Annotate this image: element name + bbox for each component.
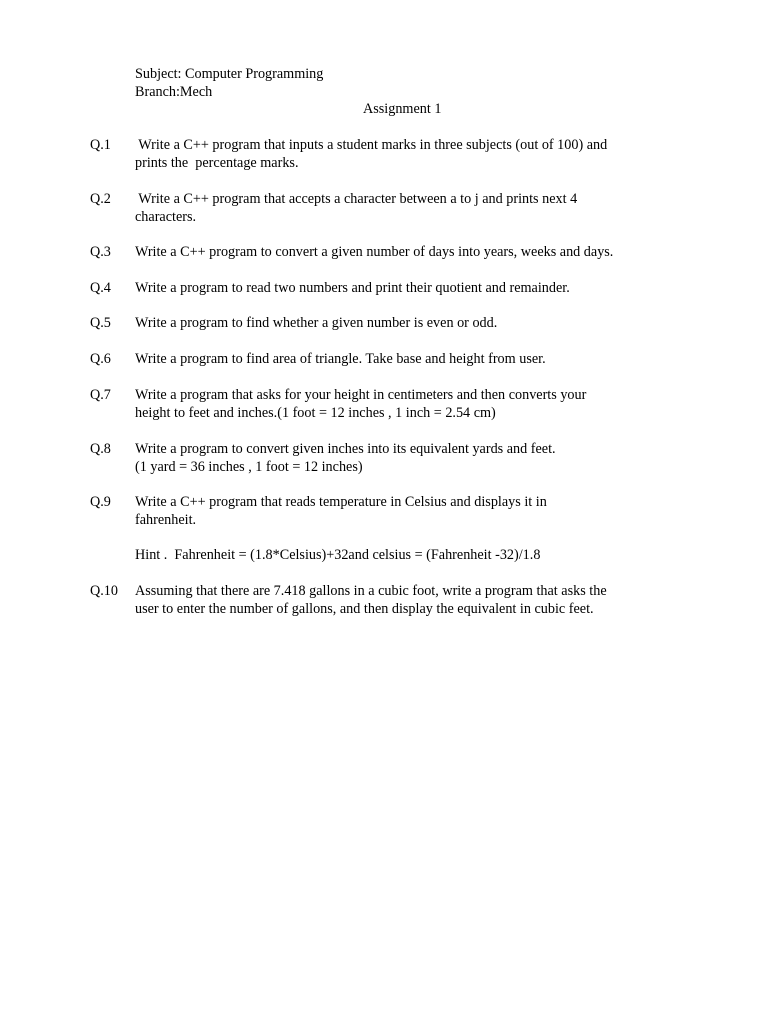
question-line: Write a program to read two numbers and print their quotient and remainder. [135,280,570,296]
question-number: Q.8 [90,441,111,457]
question-line: Write a program to find area of triangle. Take base and height from user. [135,351,546,367]
subject-line: Subject: Computer Programming [135,66,324,82]
question-line: prints the percentage marks. [135,155,299,171]
question-number: Q.6 [90,351,111,367]
question-line: characters. [135,209,197,225]
question-line: Write a C++ program to convert a given number of days into years, weeks and days. [135,244,614,260]
question-text [135,190,695,226]
question-text [135,136,695,172]
question-line: height to feet and inches.(1 foot = 12 inches , 1 inch = 2.54 cm) [135,405,496,421]
question-number: Q.4 [90,280,111,296]
question-text [135,582,695,618]
question-text [135,243,695,261]
hint-line: Hint . Fahrenheit = (1.8*Celsius)+32and celsius = (Fahrenheit -32)/1.8 [135,547,541,563]
question-number: Q.2 [90,191,111,207]
question-text [135,386,695,422]
question-line: Write a program to find whether a given number is even or odd. [135,315,498,331]
question-line: Write a C++ program that accepts a character between a to j and prints next 4 [135,191,578,207]
question-number: Q.7 [90,387,111,403]
question-line: fahrenheit. [135,512,197,528]
assignment-title: Assignment 1 [363,101,442,117]
question-text [135,279,695,297]
question-number: Q.9 [90,494,111,510]
branch-line: Branch:Mech [135,84,213,100]
question-number: Q.3 [90,244,111,260]
question-number: Q.10 [90,583,118,599]
question-text [135,493,695,529]
question-line: Assuming that there are 7.418 gallons in a cubic foot, write a program that asks the [135,583,607,599]
question-line: user to enter the number of gallons, and then display the equivalent in cubic feet. [135,601,594,617]
question-line: Write a program to convert given inches into its equivalent yards and feet. [135,441,556,457]
question-line: Write a C++ program that reads temperature in Celsius and displays it in [135,494,547,510]
question-number: Q.1 [90,137,111,153]
question-line: (1 yard = 36 inches , 1 foot = 12 inches) [135,459,363,475]
question-line: Write a program that asks for your height in centimeters and then converts your [135,387,587,403]
question-text [135,350,695,368]
question-number: Q.5 [90,315,111,331]
question-text [135,314,695,332]
question-text [135,440,695,476]
question-line: Write a C++ program that inputs a student marks in three subjects (out of 100) and [135,137,608,153]
